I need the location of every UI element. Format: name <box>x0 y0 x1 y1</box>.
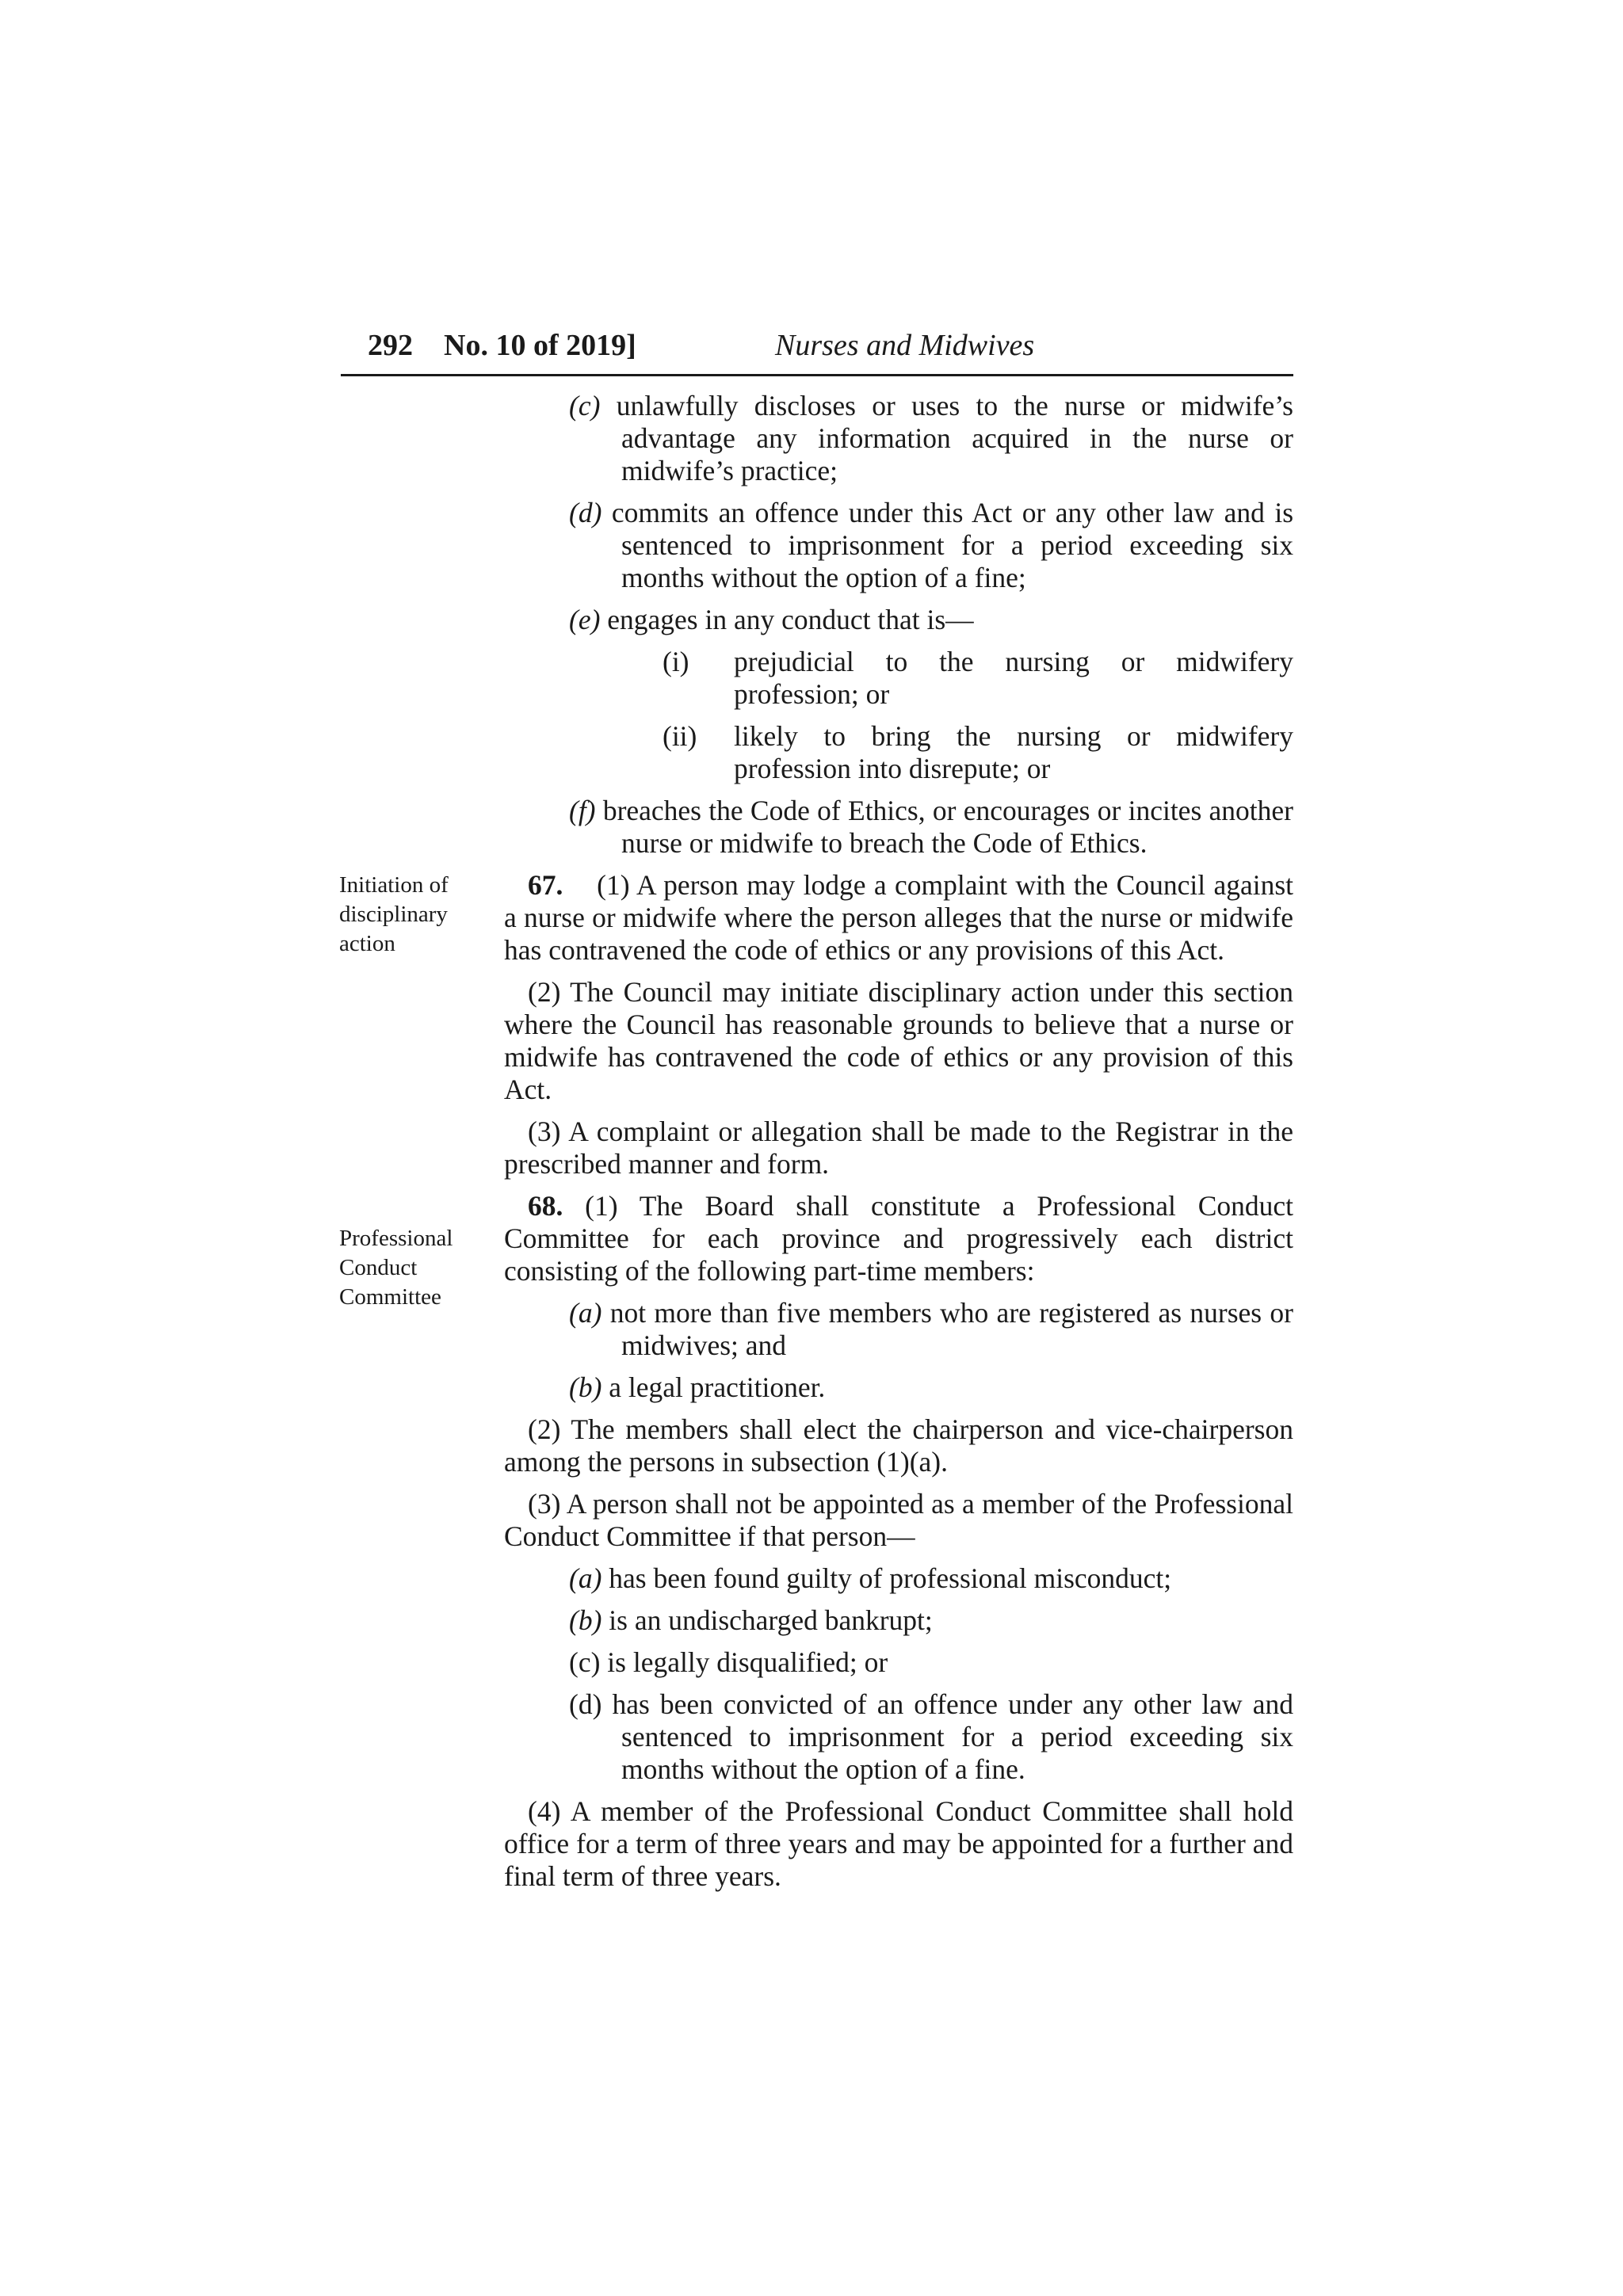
item-label: (e) <box>569 604 601 635</box>
section-number: 67. <box>528 869 563 901</box>
act-number: No. 10 of 2019] <box>444 329 636 362</box>
subsection-label: (1) <box>597 869 630 901</box>
item-68-1-b <box>504 1371 1293 1404</box>
item-e <box>504 604 1293 636</box>
item-68-3-b <box>504 1604 1293 1637</box>
section-68-subsection-2: (2) The members shall elect the chairperson and vice-chairperson among the persons in subsection (1)(a). <box>504 1413 1293 1478</box>
subitem-i <box>504 646 1293 711</box>
item-68-1-a <box>504 1297 1293 1362</box>
document-body <box>504 390 1293 1902</box>
item-text: has been found guilty of professional misconduct; <box>609 1562 1172 1594</box>
item-label: (d) <box>569 497 602 528</box>
running-header <box>341 325 1293 376</box>
subsection-text: (1) The Board shall constitute a Professional Conduct Committee for each province and progressively each district consisting of the following part-time members: <box>504 1190 1294 1287</box>
item-text: commits an offence under this Act or any other law and is sentenced to imprisonment for a period exceeding six months without the option of a fine; <box>611 497 1294 593</box>
page-number: 292 <box>368 329 413 362</box>
header-title: Nurses and Midwives <box>775 329 1035 362</box>
section-67-subsection-3: (3) A complaint or allegation shall be made to the Registrar in the prescribed manner and form. <box>504 1116 1293 1180</box>
section-68-subsection-4: (4) A member of the Professional Conduct Committee shall hold office for a term of three years and may be appointed for a further and final term of three years. <box>504 1795 1293 1892</box>
section-67-subsection-1 <box>504 869 1293 967</box>
subitem-label: (i) <box>663 646 689 677</box>
item-label: (b) <box>569 1604 602 1636</box>
subitem-text: prejudicial to the nursing or midwifery profession; or <box>734 646 1293 710</box>
item-d <box>504 497 1293 594</box>
item-label: (a) <box>569 1562 602 1594</box>
subitem-text: likely to bring the nursing or midwifery profession into disrepute; or <box>734 720 1293 784</box>
item-c <box>504 390 1293 487</box>
margin-note-committee: Professional Conduct Committee <box>339 1226 453 1310</box>
item-text: a legal practitioner. <box>609 1371 826 1403</box>
item-text: is an undischarged bankrupt; <box>609 1604 933 1636</box>
item-text: unlawfully discloses or uses to the nurse or midwife’s advantage any information acquired in the nurse or midwife’s practice; <box>616 390 1293 486</box>
section-67-subsection-2: (2) The Council may initiate disciplinary action under this section where the Council has reasonable grounds to believe that a nurse or midwife has contravened the code of ethics or any provision of this Act. <box>504 976 1293 1105</box>
item-68-3-a <box>504 1562 1293 1595</box>
section-68-subsection-1 <box>504 1190 1293 1287</box>
item-f <box>504 795 1293 860</box>
item-label: (b) <box>569 1371 602 1403</box>
item-label: (c) <box>569 390 601 421</box>
item-68-3-d: (d) has been convicted of an offence under any other law and sentenced to imprisonment for a period exceeding six months without the option of a fine. <box>569 1688 1293 1785</box>
section-number: 68. <box>528 1190 563 1222</box>
item-label: (f) <box>569 795 596 826</box>
item-label: (a) <box>569 1297 602 1329</box>
item-text: not more than five members who are registered as nurses or midwives; and <box>609 1297 1293 1361</box>
section-68-subsection-3: (3) A person shall not be appointed as a member of the Professional Conduct Committee if that person— <box>504 1488 1293 1552</box>
margin-note-initiation: Initiation of disciplinary action <box>339 872 449 956</box>
item-text: engages in any conduct that is— <box>607 604 974 635</box>
subitem-label: (ii) <box>663 720 697 752</box>
item-68-3-c: (c) is legally disqualified; or <box>569 1646 888 1678</box>
item-text: breaches the Code of Ethics, or encourages or incites another nurse or midwife to breach the Code of Ethics. <box>602 795 1293 859</box>
subitem-ii <box>504 720 1293 785</box>
subsection-text: A person may lodge a complaint with the Council against a nurse or midwife where the person alleges that the nurse or midwife has contravened the code of ethics or any provisions of this Act. <box>504 869 1293 966</box>
